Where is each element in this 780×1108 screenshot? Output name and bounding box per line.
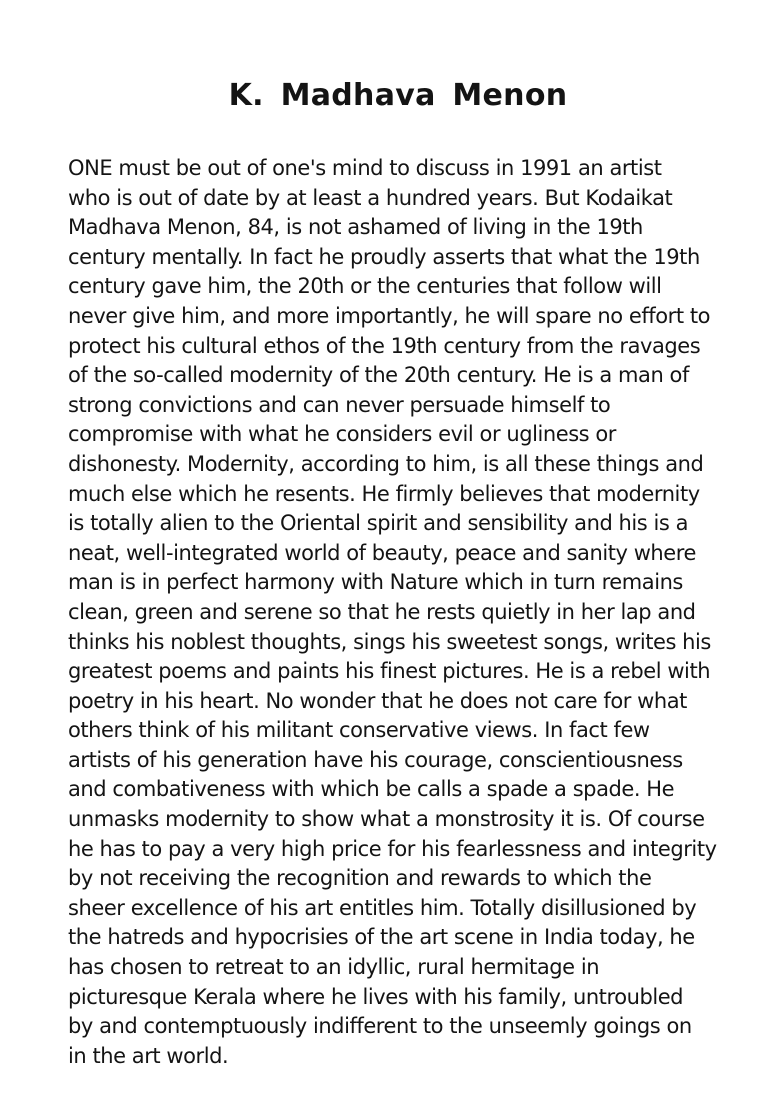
text-line: sheer excellence of his art entitles him. Totally disillusioned by — [68, 895, 697, 920]
text-line: never give him, and more importantly, he will spare no effort to — [68, 303, 711, 328]
text-line: clean, green and serene so that he rests quietly in her lap and — [68, 599, 696, 624]
text-line: strong convictions and can never persuade himself to — [68, 392, 611, 417]
text-line: by and contemptuously indifferent to the unseemly goings on — [68, 1014, 692, 1039]
text-line: century mentally. In fact he proudly asserts that what the 19th — [68, 244, 700, 269]
text-line: much else which he resents. He firmly believes that modernity — [68, 481, 700, 506]
text-line: neat, well-integrated world of beauty, peace and sanity where — [68, 540, 696, 565]
text-line: is totally alien to the Oriental spirit and sensibility and his is a — [68, 511, 689, 536]
text-line: Madhava Menon, 84, is not ashamed of living in the 19th — [68, 215, 643, 240]
text-line: poetry in his heart. No wonder that he does not care for what — [68, 688, 687, 713]
text-line: century gave him, the 20th or the centuries that follow will — [68, 274, 662, 299]
text-line: dishonesty. Modernity, according to him, is all these things and — [68, 451, 704, 476]
text-line: of the so-called modernity of the 20th century. He is a man of — [68, 363, 689, 388]
text-line: unmasks modernity to show what a monstrosity it is. Of course — [68, 807, 705, 832]
text-line: man is in perfect harmony with Nature which in turn remains — [68, 570, 683, 595]
text-line: picturesque Kerala where he lives with his family, untroubled — [68, 984, 684, 1009]
body-paragraph — [68, 154, 740, 1071]
page-title: K. Madhava Menon — [228, 78, 568, 113]
text-line: has chosen to retreat to an idyllic, rural hermitage in — [68, 955, 600, 980]
text-line: thinks his noblest thoughts, sings his sweetest songs, writes his — [68, 629, 711, 654]
text-line: ONE must be out of one's mind to discuss in 1991 an artist — [68, 156, 662, 180]
text-line: he has to pay a very high price for his fearlessness and integrity — [68, 836, 717, 861]
text-line: and combativeness with which be calls a spade a spade. He — [68, 777, 675, 802]
text-line: greatest poems and paints his finest pictures. He is a rebel with — [68, 659, 711, 684]
text-line: compromise with what he considers evil or ugliness or — [68, 422, 616, 447]
text-line: others think of his militant conservative views. In fact few — [68, 718, 650, 743]
text-line: by not receiving the recognition and rewards to which the — [68, 866, 652, 891]
text-line: in the art world. — [68, 1043, 229, 1068]
text-line: the hatreds and hypocrisies of the art scene in India today, he — [68, 925, 695, 950]
text-line: who is out of date by at least a hundred years. But Kodaikat — [68, 185, 673, 210]
text-line: artists of his generation have his courage, conscientiousness — [68, 747, 683, 772]
text-line: protect his cultural ethos of the 19th century from the ravages — [68, 333, 701, 358]
